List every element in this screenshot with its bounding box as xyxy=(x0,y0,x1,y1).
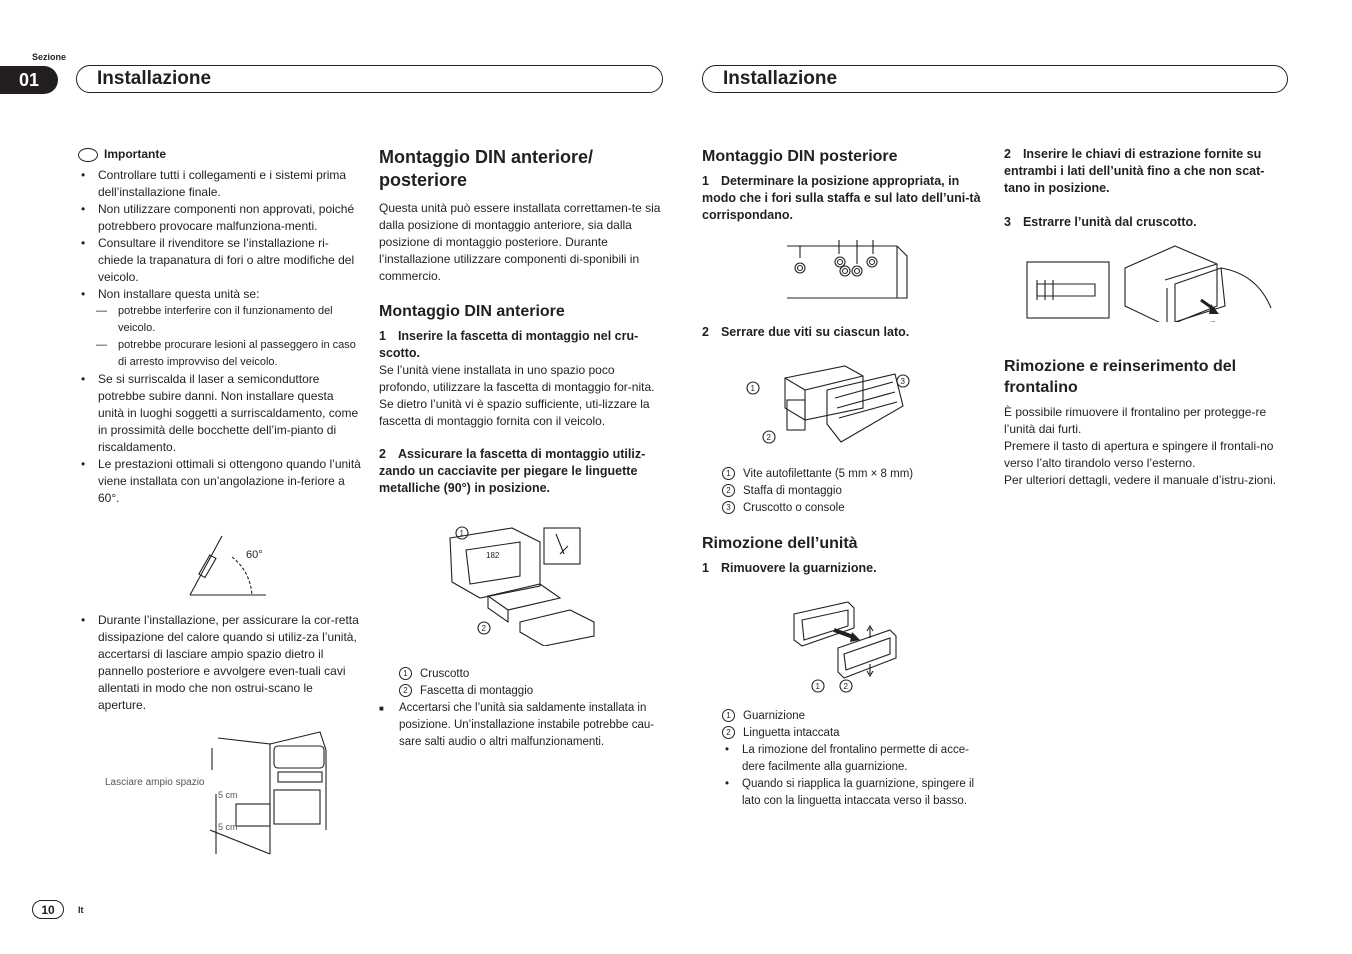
note-text: ■ Accertarsi che l’unità sia saldamente installata in posizione. Un’installazione instabile potrebbe cau-sare salti audio o altri malfunzionamenti. xyxy=(379,700,663,751)
section-label: Sezione xyxy=(32,52,67,62)
angle-label: 60° xyxy=(246,549,263,561)
list-item: • Le prestazioni ottimali si ottengono quando l’unità viene installata con un’angolazione in-feriore a 60°. xyxy=(78,456,362,507)
legend-item: 2 Linguetta intaccata xyxy=(702,725,986,742)
list-item: • Controllare tutti i collegamenti e i sistemi prima dell’installazione finale. xyxy=(78,167,362,201)
important-list xyxy=(78,167,362,303)
step-2: 2 Serrare due viti su ciascun lato. xyxy=(702,325,910,339)
legend-item: 1 Guarnizione xyxy=(702,708,986,725)
faceplate-text-1: È possibile rimuovere il frontalino per protegge-re l’unità dai furti. xyxy=(1004,405,1267,436)
subsection-title-front: Montaggio DIN anteriore xyxy=(379,303,565,320)
subsection-title-faceplate: Rimozione e reinserimento del frontalino xyxy=(1004,358,1237,396)
list-item: • Durante l’installazione, per assicurare la cor-retta dissipazione del calore quando si utiliz-za l’unità, accertarsi di lasciare ampio spazio dietro il pannello posteriore e avvolgere even-tuali cavi allentati in modo che non ostrui-scano le aperture. xyxy=(78,612,362,714)
svg-text:2: 2 xyxy=(766,433,771,442)
space-label: Lasciare ampio spazio xyxy=(105,777,205,788)
section-number-badge: 01 xyxy=(0,66,58,94)
important-heading: Importante xyxy=(78,146,362,163)
svg-text:2: 2 xyxy=(843,682,848,691)
list-item: • Non utilizzare componenti non approvati, poiché potrebbero provocare malfunziona-menti. xyxy=(78,201,362,235)
list-item: • Se si surriscalda il laser a semiconduttore potrebbe subire danni. Non installare questa unità in luoghi soggetti a surriscaldamento, come in prossimità delle bocchette dell’im-pianto di riscaldamento. xyxy=(78,371,362,456)
removal-notes xyxy=(702,742,986,810)
section-title-rear: Montaggio DIN posteriore xyxy=(702,148,898,165)
column-2 xyxy=(379,146,663,497)
list-item: • Consultare il rivenditore se l’installazione ri-chiede la trapanatura di fori o altre modifiche del veicolo. xyxy=(78,235,362,286)
trim-ring-removal-figure xyxy=(790,600,902,696)
step-2: 2 Inserire le chiavi di estrazione fornite su entrambi i lati dell’unità fino a che non scat-tano in posizione. xyxy=(1004,147,1265,195)
column-1-lower xyxy=(78,612,362,714)
rear-din-figure-screws xyxy=(745,356,915,454)
column-1 xyxy=(78,146,362,507)
column-2-lower xyxy=(379,666,663,751)
important-icon xyxy=(78,148,98,162)
faceplate-text-3: Per ulteriori dettagli, vedere il manuale d’istru-zioni. xyxy=(1004,473,1277,487)
cm-label-2: 5 cm xyxy=(218,822,238,832)
svg-text:1: 1 xyxy=(815,682,820,691)
svg-text:182: 182 xyxy=(486,551,500,560)
cm-label-1: 5 cm xyxy=(218,790,238,800)
step-1-body: Se l’unità viene installata in uno spazio poco profondo, utilizzare la fascetta di montaggio for-nita. Se dietro l’unità vi è spazio sufficiente, uti-lizzare la fascetta di montaggio fornita con il veicolo. xyxy=(379,363,655,428)
language-code: It xyxy=(78,905,84,915)
step-1: 1 Inserire la fascetta di montaggio nel cru-scotto. xyxy=(379,329,639,360)
column-4 xyxy=(1004,146,1288,231)
angle-figure xyxy=(188,533,268,599)
step-1: 1 Determinare la posizione appropriata, in modo che i fori sulla staffa e sul lato dell’uni-tà corrispondano. xyxy=(702,174,981,222)
legend-item: 1 Vite autofilettante (5 mm × 8 mm) xyxy=(702,466,986,483)
svg-text:1: 1 xyxy=(750,384,755,393)
list-item: — potrebbe interferire con il funzionamento del veicolo. xyxy=(96,303,362,337)
list-item: — potrebbe procurare lesioni al passeggero in caso di arresto improvviso del veicolo. xyxy=(96,337,362,371)
dashboard-space-figure xyxy=(210,730,334,858)
step-2: 2 Assicurare la fascetta di montaggio utiliz-zando un cacciavite per piegare le linguette metalliche (90°) in posizione. xyxy=(379,447,646,495)
column-3 xyxy=(702,146,986,224)
column-3-lower xyxy=(702,708,986,810)
front-din-figure xyxy=(440,524,600,646)
column-4-lower xyxy=(1004,356,1288,489)
legend-item: 2 Staffa di montaggio xyxy=(702,483,986,500)
dash-list xyxy=(96,303,362,371)
legend-item: 2 Fascetta di montaggio xyxy=(379,683,663,700)
subsection-title-removal: Rimozione dell’unità xyxy=(702,535,858,552)
page-header-left: Installazione xyxy=(76,65,663,93)
column-3-mid xyxy=(702,466,986,577)
faceplate-text-2: Premere il tasto di apertura e spingere il frontali-no verso l’alto tirandolo verso l’esterno. xyxy=(1004,439,1274,470)
svg-text:1: 1 xyxy=(459,529,464,538)
list-item: • Quando si riapplica la guarnizione, spingere il lato con la linguetta intaccata verso il basso. xyxy=(722,776,986,810)
svg-text:2: 2 xyxy=(481,624,486,633)
section-title-din: Montaggio DIN anteriore/ posteriore xyxy=(379,147,594,190)
list-item: • La rimozione del frontalino permette di acce-dere facilmente alla guarnizione. xyxy=(722,742,986,776)
column-3-step-2 xyxy=(702,324,986,341)
svg-text:3: 3 xyxy=(900,377,905,386)
page-number: 10 xyxy=(32,900,64,919)
rear-din-figure-holes xyxy=(785,238,910,300)
legend-item: 3 Cruscotto o console xyxy=(702,500,986,517)
list-item: • Non installare questa unità se: xyxy=(78,286,362,303)
unit-extraction-figure xyxy=(1025,240,1280,322)
legend-item: 1 Cruscotto xyxy=(379,666,663,683)
intro-text: Questa unità può essere installata correttamen-te sia dalla posizione di montaggio anteriore, sia dalla posizione di montaggio posteriore. Durante l’installazione utilizzare componenti di-sponibili in commercio. xyxy=(379,201,661,283)
step-1: 1 Rimuovere la guarnizione. xyxy=(702,561,877,575)
page-header-right: Installazione xyxy=(702,65,1288,93)
important-list-2 xyxy=(78,371,362,507)
step-3: 3 Estrarre l’unità dal cruscotto. xyxy=(1004,215,1197,229)
